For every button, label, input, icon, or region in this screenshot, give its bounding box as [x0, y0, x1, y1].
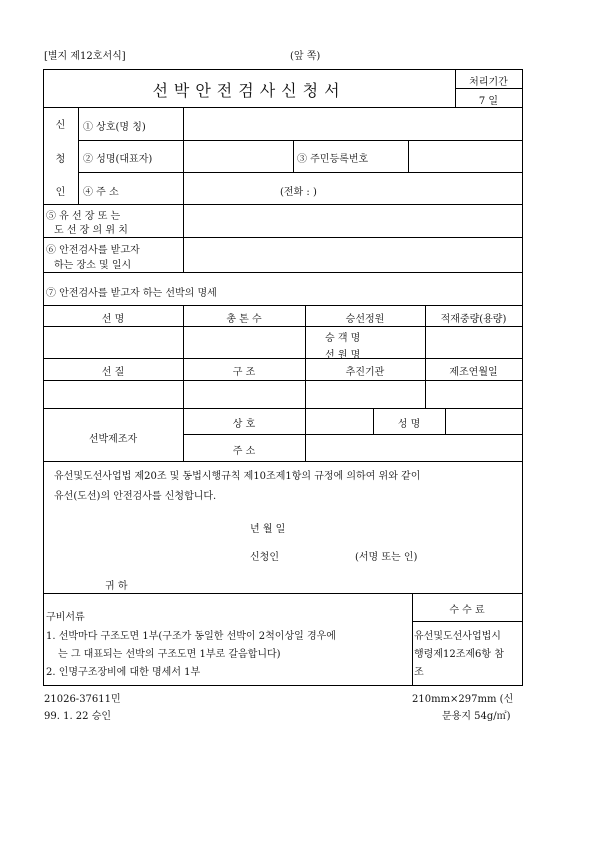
declaration-line1: 유선및도선사업법 제20조 및 동법시행규칙 제10조제1항의 규정에 의하여 위와 같이 [54, 471, 421, 482]
trade-name-field[interactable] [184, 108, 522, 140]
fee-title: 수 수 료 [449, 605, 485, 616]
trade-name-label: ① 상호(명 칭) [83, 122, 146, 133]
capacity-header: 승선정원 [345, 314, 385, 325]
address-field[interactable] [184, 173, 522, 204]
application-date: 년 월 일 [250, 524, 286, 535]
ship-spec-title: ⑦ 안전검사를 받고자 하는 선박의 명세 [46, 288, 217, 299]
engine-header: 추진기관 [345, 367, 385, 378]
manufacturer-name-label: 성 명 [397, 419, 421, 430]
location-label-line1: ⑤ 유 선 장 또 는 [46, 211, 121, 222]
build-date-header: 제조연월일 [449, 367, 498, 378]
document-item-2: 2. 인명구조장비에 대한 명세서 1부 [46, 667, 201, 678]
form-code: 21026-37611민 [44, 694, 121, 705]
inspection-place-line2: 하는 장소 및 일시 [54, 260, 132, 271]
passenger-count: 승 객 명 [325, 333, 361, 344]
hull-material-header: 선 질 [101, 367, 125, 378]
fee-line3: 조 [414, 667, 424, 678]
manufacturer-address-label: 주 소 [232, 446, 256, 457]
page-side: (앞 쪽) [290, 51, 321, 62]
fee-line1: 유선및도선사업법시 [414, 631, 501, 642]
manufacturer-address-field[interactable] [306, 435, 522, 461]
representative-label: ② 성명(대표자) [83, 154, 153, 165]
sign-or-seal-label: (서명 또는 인) [355, 552, 418, 563]
representative-field[interactable] [184, 141, 292, 172]
location-field[interactable] [184, 205, 522, 237]
paper-type: 문용지 54g/㎡) [442, 711, 511, 722]
manufacturer-name-field[interactable] [446, 409, 522, 434]
gross-tonnage-field[interactable] [184, 327, 305, 358]
approval-date: 99. 1. 22 승인 [44, 711, 112, 722]
manufacturer-trade-name-label: 상 호 [232, 419, 256, 430]
load-weight-field[interactable] [426, 327, 522, 358]
fee-line2: 행령제12조제6항 참 [414, 649, 504, 660]
recipient-label: 귀 하 [105, 581, 128, 592]
phone-label: (전화 : ) [280, 187, 317, 198]
structure-header: 구 조 [232, 367, 256, 378]
load-weight-header: 적재중량(용량) [440, 314, 507, 325]
manufacturer-label: 선박제조자 [88, 434, 138, 445]
processing-period-label: 처리기간 [469, 77, 508, 88]
form-number: [별지 제12호서식] [44, 51, 126, 62]
resident-number-label: ③ 주민등록번호 [297, 154, 369, 165]
address-label: ④ 주 소 [83, 187, 119, 198]
ship-name-field[interactable] [44, 327, 183, 358]
inspection-place-field[interactable] [184, 238, 522, 272]
applicant-char-3: 인 [55, 187, 66, 198]
ship-name-header: 선 명 [101, 314, 125, 325]
declaration-line2: 유선(도선)의 안전검사를 신청합니다. [54, 491, 217, 502]
build-date-field[interactable] [426, 381, 522, 408]
inspection-place-line1: ⑥ 안전검사를 받고자 [46, 245, 140, 256]
required-documents-title: 구비서류 [46, 612, 85, 623]
gross-tonnage-header: 총 톤 수 [226, 314, 262, 325]
manufacturer-trade-name-field[interactable] [306, 409, 373, 434]
processing-period-value: 7 일 [478, 96, 499, 107]
engine-field[interactable] [306, 381, 425, 408]
document-item-1-cont: 는 그 대표되는 선박의 구조도면 1부로 갈음합니다) [58, 649, 281, 660]
form-title: 선박안전검사신청서 [152, 81, 346, 100]
resident-number-field[interactable] [409, 141, 522, 172]
applicant-char-1: 신 [55, 120, 66, 131]
document-item-1: 1. 선박마다 구조도면 1부(구조가 동일한 선박이 2척이상일 경우에 [46, 631, 336, 642]
hull-material-field[interactable] [44, 381, 183, 408]
paper-size: 210mm×297mm (신 [412, 694, 514, 705]
applicant-signature-label: 신청인 [250, 552, 279, 563]
crew-count: 선 원 명 [325, 350, 361, 361]
structure-field[interactable] [184, 381, 305, 408]
location-label-line2: 도 선 장 의 위 치 [54, 225, 128, 236]
applicant-char-2: 청 [55, 154, 66, 165]
